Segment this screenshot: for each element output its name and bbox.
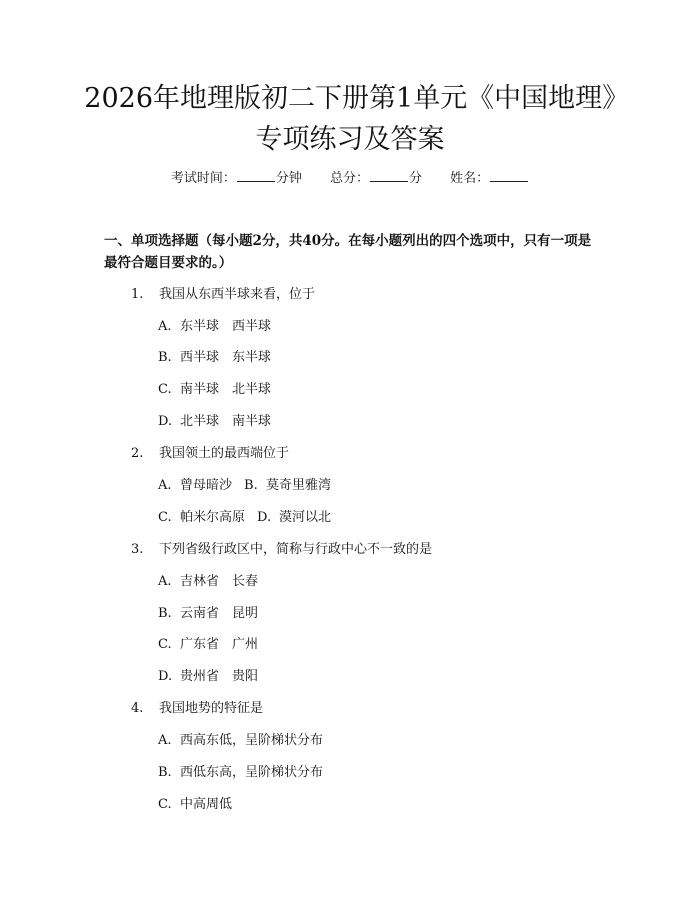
score-unit: 分 <box>409 171 423 186</box>
option-4c <box>158 793 232 812</box>
score-label: 总分： <box>329 171 369 186</box>
option-letter: D. <box>257 510 272 525</box>
option-3c <box>158 633 258 652</box>
option-letter: A. <box>158 574 172 589</box>
question-number: 4. <box>131 701 144 716</box>
question-2 <box>131 442 289 461</box>
option-text: 漠河以北 <box>279 510 332 525</box>
exam-meta <box>0 167 700 186</box>
option-1b <box>158 346 271 365</box>
name-blank <box>490 170 528 182</box>
option-text: 东半球 西半球 <box>180 319 272 334</box>
option-4b <box>158 761 323 780</box>
option-1c <box>158 378 271 397</box>
time-unit: 分钟 <box>275 171 302 186</box>
exam-time <box>171 171 302 186</box>
option-letter: C. <box>158 637 172 652</box>
question-number: 1. <box>131 287 144 302</box>
option-4a <box>158 729 323 748</box>
option-letter: D. <box>158 669 173 684</box>
question-text: 我国从东西半球来看，位于 <box>159 287 316 302</box>
option-letter: C. <box>158 797 172 812</box>
option-letter: B. <box>158 350 172 365</box>
option-text: 广东省 广州 <box>180 637 259 652</box>
question-text: 我国地势的特征是 <box>159 701 264 716</box>
time-label: 考试时间： <box>170 171 236 186</box>
option-text: 贵州省 贵阳 <box>180 669 259 684</box>
question-text: 我国领土的最西端位于 <box>159 446 290 461</box>
option-text: 西半球 东半球 <box>180 350 272 365</box>
option-letter: A. <box>158 478 172 493</box>
option-text: 曾母暗沙 <box>180 478 233 493</box>
option-letter: C. <box>158 382 172 397</box>
option-text: 莫奇里雅湾 <box>266 478 332 493</box>
option-letter: D. <box>158 414 173 429</box>
option-row-2cd <box>158 506 331 525</box>
option-letter: B. <box>158 765 172 780</box>
option-3d <box>158 665 258 684</box>
question-4 <box>131 697 263 716</box>
option-text: 吉林省 长春 <box>180 574 259 589</box>
option-row-2ab <box>158 474 331 493</box>
option-letter: A. <box>158 733 172 748</box>
time-blank <box>237 170 275 182</box>
option-text: 中高周低 <box>180 797 233 812</box>
question-number: 2. <box>131 446 144 461</box>
question-text: 下列省级行政区中，简称与行政中心不一致的是 <box>159 542 433 557</box>
option-text: 北半球 南半球 <box>180 414 272 429</box>
option-text: 云南省 昆明 <box>180 606 259 621</box>
option-1d <box>158 410 271 429</box>
option-text: 帕米尔高原 <box>180 510 246 525</box>
question-1 <box>131 283 315 302</box>
option-text: 南半球 北半球 <box>180 382 272 397</box>
score-blank <box>370 170 408 182</box>
option-3b <box>158 602 258 621</box>
exam-score <box>330 171 422 186</box>
question-number: 3. <box>131 542 144 557</box>
option-letter: A. <box>158 319 172 334</box>
option-text: 西低东高，呈阶梯状分布 <box>180 765 324 780</box>
question-3 <box>131 538 432 557</box>
option-letter: B. <box>158 606 172 621</box>
option-1a <box>158 315 271 334</box>
option-letter: C. <box>158 510 172 525</box>
option-text: 西高东低，呈阶梯状分布 <box>180 733 324 748</box>
page-title: 2026年地理版初二下册第1单元《中国地理》专项练习及答案 <box>84 83 616 155</box>
option-3a <box>158 570 258 589</box>
option-letter: B. <box>244 478 258 493</box>
exam-name <box>450 171 529 186</box>
name-label: 姓名： <box>450 171 490 186</box>
section-heading: 一、单项选择题（每小题2分，共40分。在每小题列出的四个选项中，只有一项是最符合题目要求的。） <box>104 233 592 271</box>
